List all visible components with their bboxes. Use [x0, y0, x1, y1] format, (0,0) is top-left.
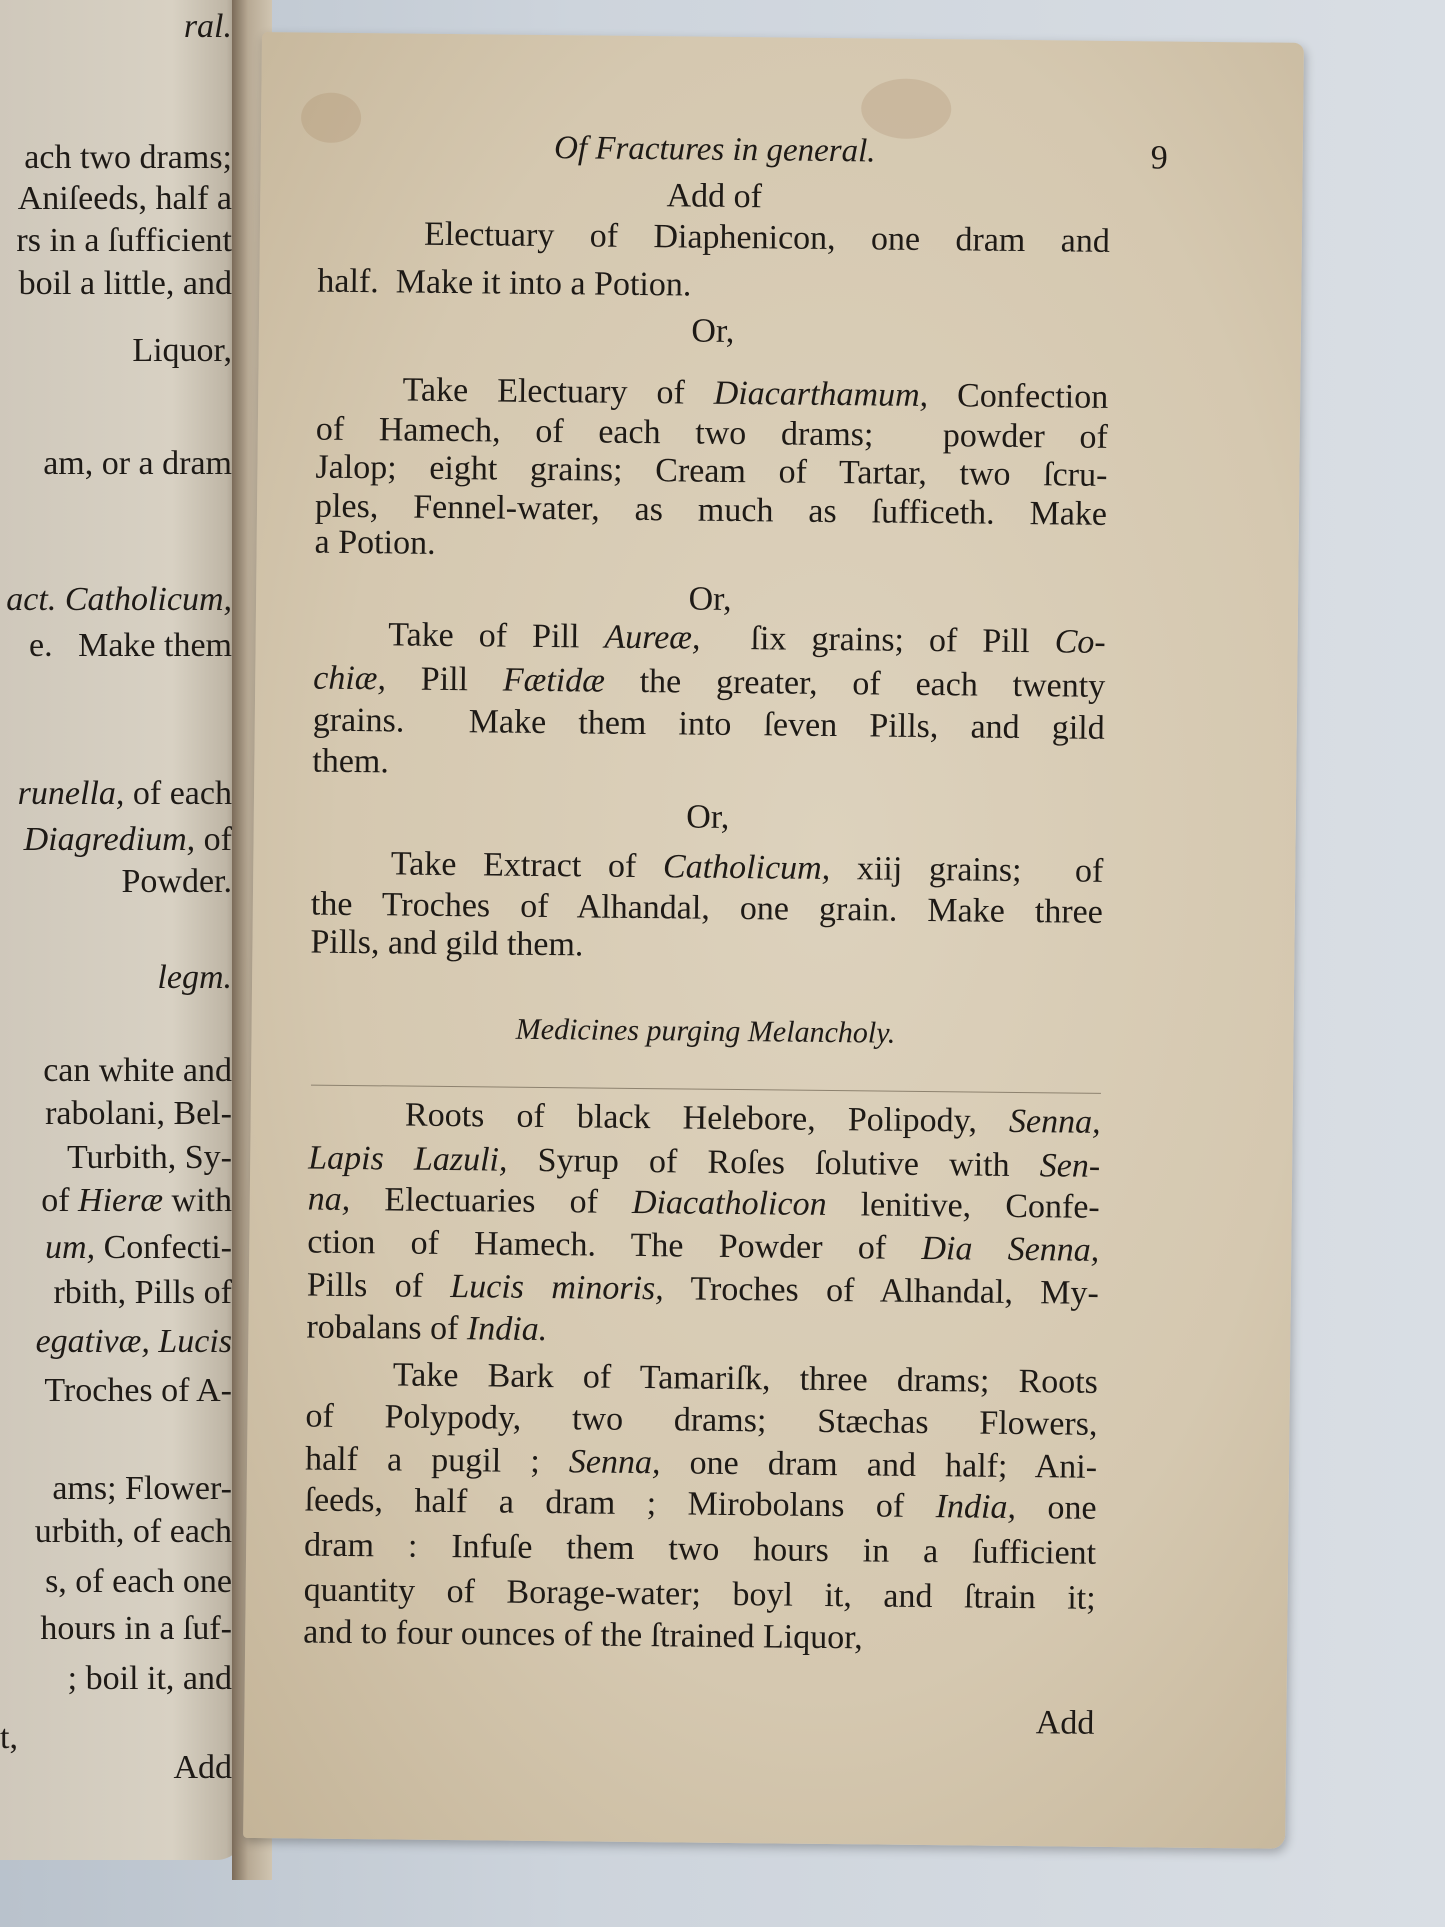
italic-text: Diacarthamum,: [713, 375, 929, 415]
text-run: s, of each one: [45, 1562, 232, 1600]
italic-text: Catholicum,: [662, 847, 831, 887]
left-text-line: [66, 1138, 232, 1176]
italic-text: ral.: [183, 7, 232, 45]
text-run: hours in a ſuf-: [40, 1610, 232, 1648]
text-line: [317, 310, 1109, 352]
text-line: [305, 1399, 1097, 1441]
italic-text: Medicines purging Melancholy.: [515, 1012, 896, 1050]
section-divider: [311, 1085, 1101, 1094]
text-line: [310, 923, 1102, 968]
text-run: ſeeds, half a dram ; Mirobolans of: [304, 1481, 936, 1526]
text-run: urbith, of each: [34, 1513, 232, 1551]
text-line: [311, 846, 1103, 888]
text-line: [316, 370, 1109, 417]
italic-text: India.: [466, 1310, 548, 1349]
text-run: Powder.: [121, 863, 232, 901]
left-text-line: [29, 629, 232, 663]
text-line: [315, 450, 1107, 492]
left-text-line: [132, 334, 232, 368]
text-line: [307, 1180, 1100, 1227]
text-line: [314, 578, 1106, 620]
text-run: boil a little, and: [18, 264, 232, 302]
text-run: ach two drams;: [24, 139, 232, 177]
text-line: [317, 262, 1109, 307]
text-run: Or,: [688, 580, 732, 618]
text-run: Take Bark of Tamariſk, three drams; Roots: [305, 1355, 1099, 1401]
text-run: lenitive, Confe-: [826, 1186, 1100, 1227]
text-line: [313, 615, 1106, 661]
left-text-line: [122, 865, 233, 899]
text-run: Add: [173, 1749, 232, 1787]
text-run: Add: [1035, 1704, 1095, 1743]
italic-text: Senna,: [568, 1442, 661, 1481]
text-run: xiij grains; of: [830, 849, 1104, 890]
text-run: half a pugil ;: [304, 1440, 570, 1480]
italic-text: na,: [307, 1180, 351, 1219]
text-run: one dram and half; Ani-: [660, 1443, 1098, 1486]
left-text-line: [16, 221, 232, 259]
italic-text: Senna,: [1008, 1103, 1101, 1142]
text-run: of Hamech, of each two drams; powder of: [315, 410, 1108, 456]
text-run: ams; Flower-: [52, 1470, 232, 1508]
left-text-line: [53, 1273, 232, 1311]
text-line: [303, 1571, 1096, 1617]
text-line: [308, 1141, 1100, 1183]
text-run: ction of Hamech. The Powder of: [307, 1223, 922, 1268]
left-text-line: [67, 1659, 232, 1697]
left-text-line: [0, 1718, 18, 1756]
left-text-line: [157, 961, 232, 995]
text-run: Electuary of Diaphenicon, one dram and: [317, 214, 1111, 261]
text-line: [304, 1481, 1097, 1528]
italic-text: Diacatholicon: [631, 1184, 827, 1224]
text-line: [312, 701, 1105, 747]
italic-text: Fætidæ: [502, 661, 606, 700]
text-run: Take of Pill: [313, 615, 605, 656]
text-run: the Troches of Alhandal, one grain. Make three: [310, 885, 1104, 932]
text-line: [302, 1699, 1094, 1741]
italic-text: Sen-: [1039, 1146, 1101, 1185]
text-run: rs in a ſufficient: [16, 221, 232, 259]
text-run: a Potion.: [314, 523, 436, 562]
text-run: of each: [124, 774, 232, 812]
text-run: can white and: [43, 1052, 232, 1090]
left-text-line: [183, 7, 232, 45]
text-run: ſix grains; of Pill: [700, 619, 1055, 661]
left-text-line: [173, 1751, 232, 1785]
italic-text: Lucis minoris,: [450, 1268, 664, 1308]
italic-text: Lapis Lazuli,: [308, 1139, 508, 1179]
left-text-line: [35, 1322, 232, 1360]
text-run: rabolani, Bel-: [45, 1095, 232, 1133]
page-number: 9: [1150, 139, 1168, 177]
text-line: [317, 214, 1111, 261]
italic-text: chiæ,: [313, 659, 387, 698]
text-run: one: [1015, 1489, 1097, 1528]
text-line: [312, 744, 1104, 786]
text-run: ples, Fennel-water, as much as ſufficeth. Make: [314, 487, 1108, 534]
text-line: [306, 1266, 1100, 1313]
text-run: Pills of: [306, 1266, 451, 1306]
left-text-line: [44, 1374, 232, 1408]
text-run: Pill: [385, 660, 504, 699]
text-run: Troches of Alhandal, My-: [663, 1270, 1100, 1313]
italic-text: um,: [45, 1229, 96, 1267]
text-run: and to four ounces of the ſtrained Liquor,: [303, 1613, 863, 1657]
left-text-line: [24, 141, 232, 175]
text-run: Aniſeeds, half a: [17, 179, 232, 217]
text-run: Syrup of Roſes ſolutive with: [507, 1141, 1040, 1184]
text-run: half. Make it into a Potion.: [317, 262, 692, 304]
italic-text: egativæ, Lucis: [35, 1322, 232, 1360]
left-text-line: [17, 179, 232, 217]
left-text-line: [35, 1515, 232, 1549]
text-run: Liquor,: [132, 332, 232, 370]
text-run: ; boil it, and: [67, 1659, 232, 1697]
text-run: Pills, and gild them.: [310, 923, 584, 964]
left-text-line: [45, 1097, 232, 1131]
italic-text: Aureæ,: [604, 618, 701, 657]
italic-text: Co-: [1054, 623, 1106, 661]
text-line: [306, 1308, 1098, 1353]
text-run: Confection: [927, 377, 1109, 417]
text-run: e. Make them: [29, 627, 232, 665]
text-run: am, or a dram: [43, 445, 232, 483]
text-line: [314, 525, 1106, 567]
running-header: Of Fractures in general.: [553, 130, 876, 170]
text-line: [303, 1615, 1095, 1657]
text-line: [305, 1442, 1097, 1484]
left-text-line: [45, 1231, 232, 1265]
text-line: [316, 412, 1108, 454]
text-run: of: [195, 821, 232, 859]
italic-text: act. Catholicum,: [6, 580, 232, 618]
italic-text: runella,: [17, 774, 125, 812]
italic-text: Dia Senna,: [921, 1230, 1100, 1270]
text-run: Troches of A-: [44, 1372, 232, 1410]
text-run: of: [41, 1181, 79, 1219]
italic-text: Hieræ: [78, 1181, 164, 1219]
left-text-line: [6, 580, 232, 618]
paper-stain: [861, 78, 952, 139]
text-line: [304, 1528, 1096, 1570]
left-text-line: [52, 1472, 232, 1506]
text-run: quantity of Borage-water; boyl it, and ſtrain it;: [303, 1571, 1096, 1617]
text-run: with: [163, 1181, 232, 1219]
text-run: Take Electuary of: [316, 370, 714, 413]
text-line: [312, 797, 1104, 839]
text-line: [306, 1357, 1098, 1399]
left-text-line: [17, 774, 232, 812]
text-run: dram : Infuſe them two hours in a ſufficient: [303, 1526, 1097, 1572]
text-run: Add of: [666, 176, 763, 215]
text-line: [310, 885, 1104, 932]
text-run: robalans of: [306, 1308, 468, 1348]
text-line: [307, 1223, 1100, 1270]
text-run: Roots of black Helebore, Polipody,: [308, 1096, 1010, 1141]
text-run: grains. Make them into ſeven Pills, and gild: [312, 701, 1105, 747]
italic-text: legm.: [157, 959, 232, 997]
left-text-line: [43, 447, 232, 481]
left-text-line: [18, 264, 232, 302]
left-text-line: [24, 823, 232, 857]
text-run: Confecti-: [95, 1229, 232, 1267]
text-run: t,: [0, 1718, 18, 1756]
left-text-line: [41, 1181, 232, 1219]
text-run: Or,: [691, 312, 735, 350]
text-run: Or,: [686, 798, 730, 837]
text-run: rbith, Pills of: [53, 1273, 232, 1311]
italic-text: India,: [935, 1488, 1017, 1527]
text-run: Electuaries of: [350, 1181, 633, 1222]
text-run: of Polypody, two drams; Stæchas Flowers,: [305, 1397, 1098, 1443]
text-line: [309, 1011, 1101, 1053]
left-text-line: [43, 1054, 232, 1088]
text-line: [308, 1098, 1100, 1140]
left-page: [0, 0, 246, 1860]
text-line: [318, 175, 1110, 217]
text-run: Take Extract of: [311, 844, 664, 885]
text-run: the greater, of each twenty: [604, 662, 1106, 706]
left-text-line: [45, 1562, 232, 1600]
text-run: Turbith, Sy-: [66, 1138, 232, 1176]
text-line: [313, 659, 1106, 706]
right-page: [243, 32, 1304, 1849]
left-text-line: [40, 1612, 232, 1646]
text-run: Jalop; eight grains; Cream of Tartar, two ſcru-: [315, 448, 1108, 494]
text-run: them.: [312, 742, 390, 780]
italic-text: Diagredium,: [23, 821, 196, 859]
